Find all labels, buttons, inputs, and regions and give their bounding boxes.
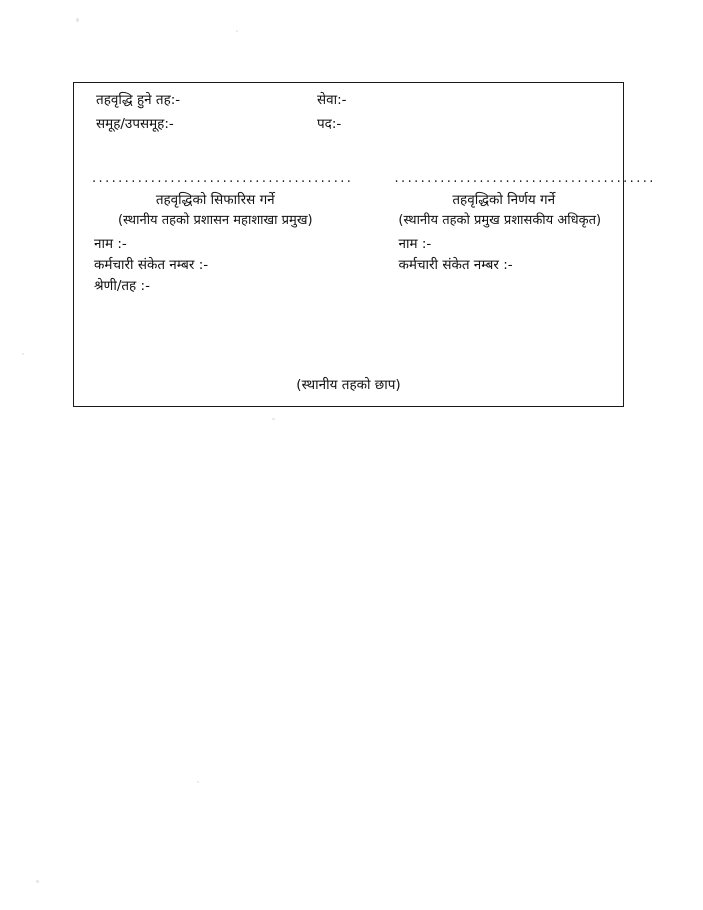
scan-speckle	[76, 18, 79, 22]
scan-speckle	[22, 353, 24, 355]
field-service: सेवा:-	[317, 92, 347, 108]
stamp-note: (स्थानीय तहको छाप)	[296, 377, 401, 393]
signature-subtitle: (स्थानीय तहको प्रशासन महाशाखा प्रमुख)	[117, 213, 313, 228]
field-group-subgroup: समूह/उपसमूह:-	[96, 116, 174, 132]
field-post: पद:-	[317, 116, 342, 132]
signature-block-recommender	[74, 171, 354, 297]
signature-field-code: कर्मचारी संकेत नम्बर :-	[398, 256, 513, 273]
signature-dotted-line: ........................................	[394, 171, 656, 186]
signature-block-decider	[349, 171, 656, 297]
scan-speckle	[236, 30, 238, 32]
scan-speckle	[197, 781, 199, 783]
signature-field-grade: श्रेणी/तह :-	[94, 277, 150, 294]
signature-title: तहवृद्धिको सिफारिस गर्ने	[155, 192, 275, 208]
signature-dotted-line: ........................................	[92, 171, 354, 186]
scan-speckle	[272, 418, 275, 420]
promotion-form-box	[73, 82, 656, 407]
scan-speckle	[36, 880, 39, 883]
signature-subtitle: (स्थानीय तहको प्रमुख प्रशासकीय अधिकृत)	[398, 213, 602, 228]
field-tier-of-promotion: तहवृद्धि हुने तह:-	[96, 92, 181, 108]
signature-title: तहवृद्धिको निर्णय गर्ने	[452, 192, 556, 208]
signature-columns	[74, 171, 656, 297]
signature-field-name: नाम :-	[398, 236, 432, 252]
signature-field-code: कर्मचारी संकेत नम्बर :-	[94, 256, 209, 273]
signature-field-name: नाम :-	[94, 236, 127, 252]
